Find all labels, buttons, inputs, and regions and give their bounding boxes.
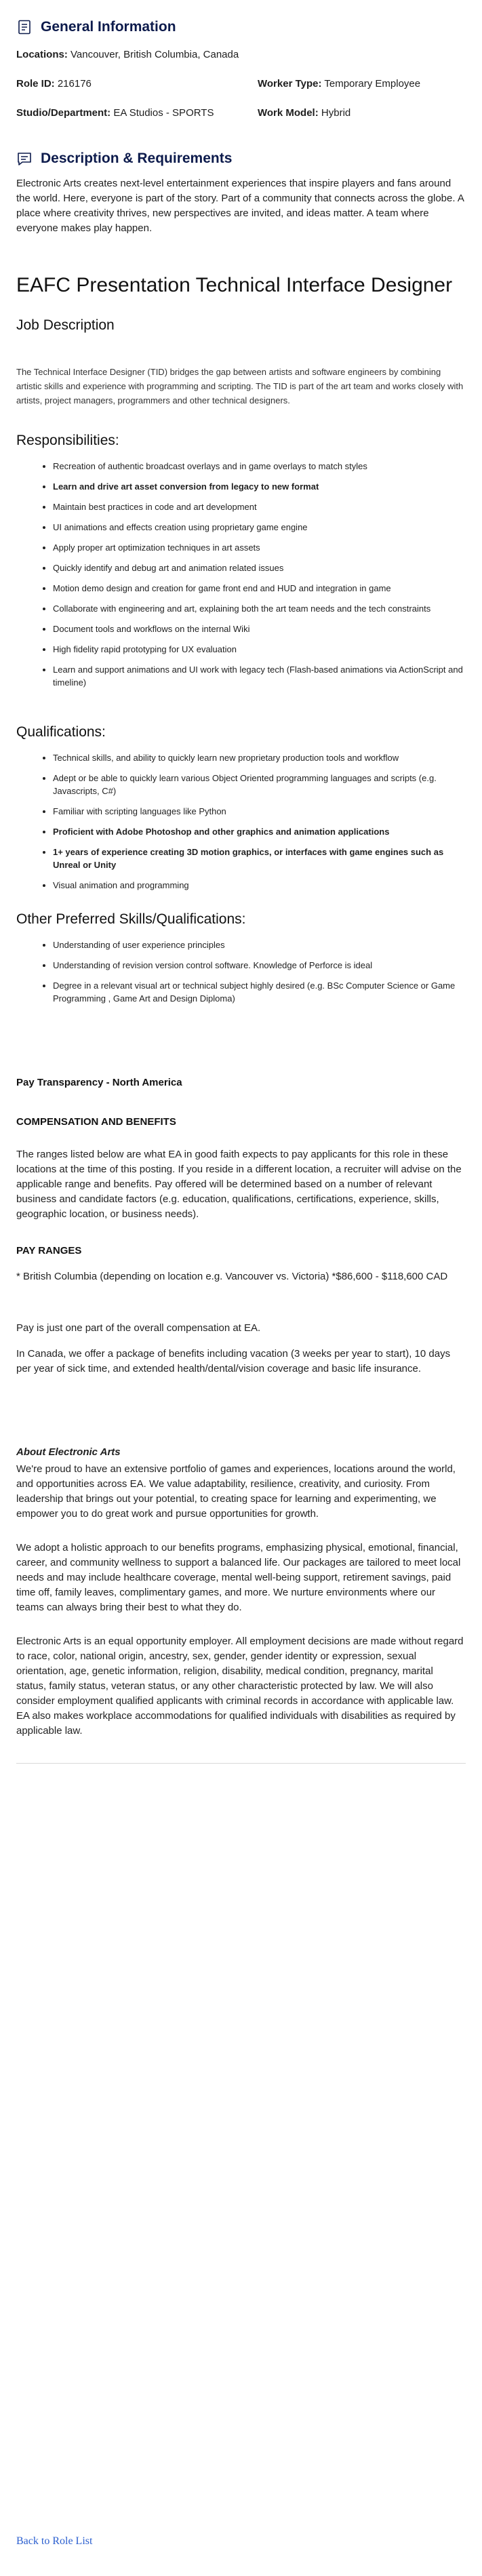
compensation-heading: COMPENSATION AND BENEFITS [16, 1116, 176, 1128]
description-header [16, 151, 466, 167]
responsibilities-heading: Responsibilities: [16, 433, 119, 448]
role-id-label: Role ID: [16, 78, 55, 90]
ea-intro-paragraph: Electronic Arts creates next-level entertainment experiences that inspire players and fans around the world. Here, everyone is part of the story. Part of a community that connects across the globe. A place where creativity thrives, new perspectives are invited, and ideas matter. A team where everyone makes play happen. [16, 178, 464, 234]
benefits-text: In Canada, we offer a package of benefits including vacation (3 weeks per year to start), 10 days per year of sick time, and extended health/dental/vision coverage and basic life insurance. [16, 1348, 451, 1374]
job-summary: The Technical Interface Designer (TID) bridges the gap between artists and software engineers by combining artistic skills and experience with programming and scripting. The TID is part of the art team and works closely with artists, project managers, programmers and other technical designers. [16, 367, 464, 405]
general-info-header [16, 19, 466, 35]
about-heading: About Electronic Arts [16, 1446, 121, 1458]
responsibility-item: • Recreation of authentic broadcast overlays and in game overlays to match styles [53, 460, 466, 473]
general-info-title: General Information [41, 19, 176, 35]
qualification-item: • Proficient with Adobe Photoshop and other graphics and animation applications [53, 825, 466, 838]
role-id-value: 216176 [57, 78, 92, 90]
worker-type-row [258, 78, 466, 90]
worker-type-label: Worker Type: [258, 78, 322, 90]
worker-type-value: Temporary Employee [324, 78, 421, 90]
studio-value: EA Studios - SPORTS [113, 107, 214, 119]
description-title: Description & Requirements [41, 151, 233, 166]
work-model-row [258, 107, 466, 119]
responsibility-item: • High fidelity rapid prototyping for UX evaluation [53, 643, 466, 656]
pay-range-bc: * British Columbia (depending on location e.g. Vancouver vs. Victoria) *$86,600 - $118,600 CAD [16, 1271, 448, 1282]
preferred-heading: Other Preferred Skills/Qualifications: [16, 911, 246, 927]
pay-ranges-heading: PAY RANGES [16, 1245, 82, 1256]
responsibility-item: • Quickly identify and debug art and animation related issues [53, 561, 466, 574]
locations-value: Vancouver, British Columbia, Canada [71, 49, 239, 60]
responsibility-item: • Apply proper art optimization techniques in art assets [53, 541, 466, 554]
work-model-label: Work Model: [258, 107, 319, 119]
studio-label: Studio/Department: [16, 107, 111, 119]
responsibility-item: • Maintain best practices in code and art development [53, 500, 466, 513]
locations-label: Locations: [16, 49, 68, 60]
responsibility-item: • UI animations and effects creation using proprietary game engine [53, 521, 466, 534]
responsibility-item: • Learn and drive art asset conversion from legacy to new format [53, 480, 466, 493]
about-paragraph-3: Electronic Arts is an equal opportunity employer. All employment decisions are made without regard to race, color, national origin, ancestry, sex, gender, gender identity or expression, sexual orientation, age, genetic information, religion, disability, medical condition, pregnancy, marital status, family status, veteran status, or any other characteristic protected by law. We will also consider employment qualified applicants with criminal records in accordance with applicable law. EA also makes workplace accommodations for qualified individuals with disabilities as required by applicable law. [16, 1636, 464, 1737]
pay-transparency-heading: Pay Transparency - North America [16, 1077, 182, 1088]
about-paragraph-1: We're proud to have an extensive portfolio of games and experiences, locations around the world, and opportunities across EA. We value adaptability, resilience, creativity, and curiosity. From leadership that brings out your potential, to creating space for learning and experimenting, we empower you to do great work and pursue opportunities for growth. [16, 1463, 456, 1520]
qualification-item: • Adept or be able to quickly learn various Object Oriented programming languages and scripts (e.g. Javascripts, C#) [53, 772, 466, 797]
job-description-heading: Job Description [16, 317, 115, 333]
general-info-grid [16, 49, 466, 119]
qualifications-list [16, 751, 466, 899]
back-to-role-list-link[interactable]: Back to Role List [16, 2535, 93, 2547]
preferred-list [16, 938, 466, 1012]
responsibility-item: • Document tools and workflows on the internal Wiki [53, 622, 466, 635]
qualification-item: • Familiar with scripting languages like Python [53, 805, 466, 818]
responsibility-item: • Collaborate with engineering and art, explaining both the art team needs and the tech constraints [53, 602, 466, 615]
responsibility-item: • Motion demo design and creation for game front end and HUD and integration in game [53, 582, 466, 595]
qualification-item: • Technical skills, and ability to quickly learn new proprietary production tools and workflow [53, 751, 466, 764]
locations-row [16, 49, 466, 60]
role-id-row [16, 78, 258, 90]
responsibilities-list [16, 460, 466, 696]
qualification-item: • 1+ years of experience creating 3D motion graphics, or interfaces with game engines such as Unreal or Unity [53, 846, 466, 871]
job-title: EAFC Presentation Technical Interface Designer [16, 274, 453, 296]
qualification-item: • Visual animation and programming [53, 879, 466, 892]
preferred-item: • Understanding of revision version control software. Knowledge of Perforce is ideal [53, 959, 466, 972]
responsibility-item: • Learn and support animations and UI work with legacy tech (Flash-based animations via ActionScript and timeline) [53, 663, 466, 689]
work-model-value: Hybrid [321, 107, 351, 119]
document-icon [16, 19, 33, 35]
preferred-item: • Degree in a relevant visual art or technical subject highly desired (e.g. BSc Computer Science or Game Programming , Game Art and Design Diploma) [53, 979, 466, 1005]
qualifications-heading: Qualifications: [16, 724, 106, 740]
pay-part-text: Pay is just one part of the overall compensation at EA. [16, 1322, 261, 1334]
compensation-text: The ranges listed below are what EA in good faith expects to pay applicants for this role in these locations at the time of this posting. If you reside in a different location, a recruiter will advise on the applicable range and benefits. Pay offered will be determined based on a number of relevant business and candidate factors (e.g. education, qualifications, certifications, experience, skills, geographic location, or business needs). [16, 1149, 462, 1220]
divider [16, 1763, 466, 1764]
about-paragraph-2: We adopt a holistic approach to our benefits programs, emphasizing physical, emotional, financial, career, and community wellness to support a balanced life. Our packages are tailored to meet local needs and may include healthcare coverage, mental well-being support, retirement savings, paid time off, family leaves, complimentary games, and more. We nurture environments where our teams can always bring their best to what they do. [16, 1542, 461, 1613]
preferred-item: • Understanding of user experience principles [53, 938, 466, 951]
studio-row [16, 107, 258, 119]
message-icon [16, 151, 33, 167]
